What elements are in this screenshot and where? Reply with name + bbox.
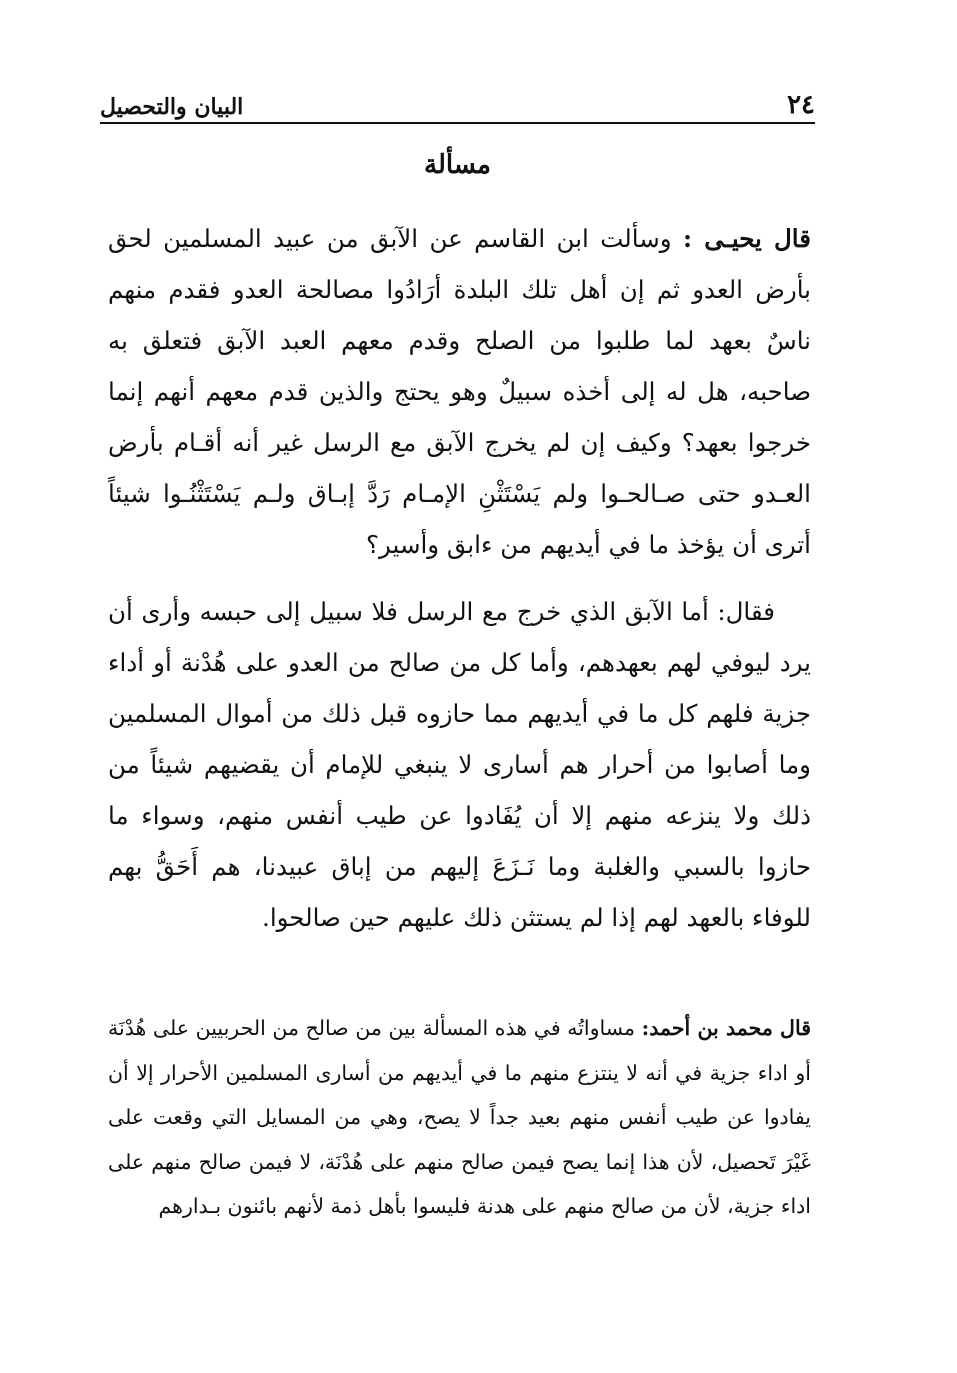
speaker-label: قال محمد بن أحمد: <box>641 1016 811 1040</box>
paragraph-text: مساواتُه في هذه المسألة بين من صالح من الحربيين على هُدْنَة أو اداء جزية في أنه لا ينتزع منهم ما في أيديهم من أسارى المسلمين الأحرار إلا أن يفادوا عن طيب أنفس منهم بعيد جداً لا يصح، وهي من المسايل التي وقعت على غَيْرَ تَحصيل، لأن هذا إنما يصح فيمن صالح منهم على هُدْنَة، لا فيمن صالح منهم على اداء جزية، لأن من صالح منهم على هدنة فليسوا بأهل ذمة لأنهم بائنون بـدارهم <box>108 1016 811 1218</box>
book-title: البيان والتحصيل <box>100 94 244 120</box>
paragraph-commentary <box>108 1006 811 1229</box>
running-header <box>100 82 815 124</box>
speaker-label: قال يحيـى : <box>683 224 811 253</box>
paragraph-text: فقال: أما الآبق الذي خرج مع الرسل فلا سبيل إلى حبسه وأرى أن يرد ليوفي لهم بعهدهم، وأما كل من صالح من العدو على هُدْنة أو أداء جزية فلهم كل ما في أيديهم مما حازوه قبل ذلك من أموال المسلمين وما أصابوا من أحرار هم أسارى لا ينبغي للإمام أن يقضيهم شيئاً من ذلك ولا ينزعه منهم إلا أن يُفَادوا عن طيب أنفس منهم، وسواء ما حازوا بالسبي والغلبة وما نَـزَعَ إليهم من إباق عبيدنا، هم أَحَقُّ بهم للوفاء بالعهد لهم إذا لم يستثن ذلك عليهم حين صالحوا. <box>108 597 811 932</box>
section-title: مسألة <box>424 150 491 180</box>
paragraph-question <box>108 213 811 570</box>
paragraph-text: وسألت ابن القاسم عن الآبق من عبيد المسلمين لحق بأرض العدو ثم إن أهل تلك البلدة أرَادُوا مصالحة العدو فقدم منهم ناسٌ بعهد لما طلبوا من الصلح وقدم معهم العبد الآبق فتعلق به صاحبه، هل له إلى أخذه سبيلٌ وهو يحتج والذين قدم معهم أنهم إنما خرجوا بعهد؟ وكيف إن لم يخرج الآبق مع الرسل غير أنه أقـام بأرض العـدو حتى صـالحـوا ولم يَسْتَثْنِ الإمـام رَدَّ إبـاق ولـم يَسْتَثْنُـوا شيئاً أترى أن يؤخذ ما في أيديهم من ءابق وأسير؟ <box>108 224 811 559</box>
paragraph-answer <box>108 586 811 943</box>
page-number: ٢٤ <box>787 90 815 120</box>
